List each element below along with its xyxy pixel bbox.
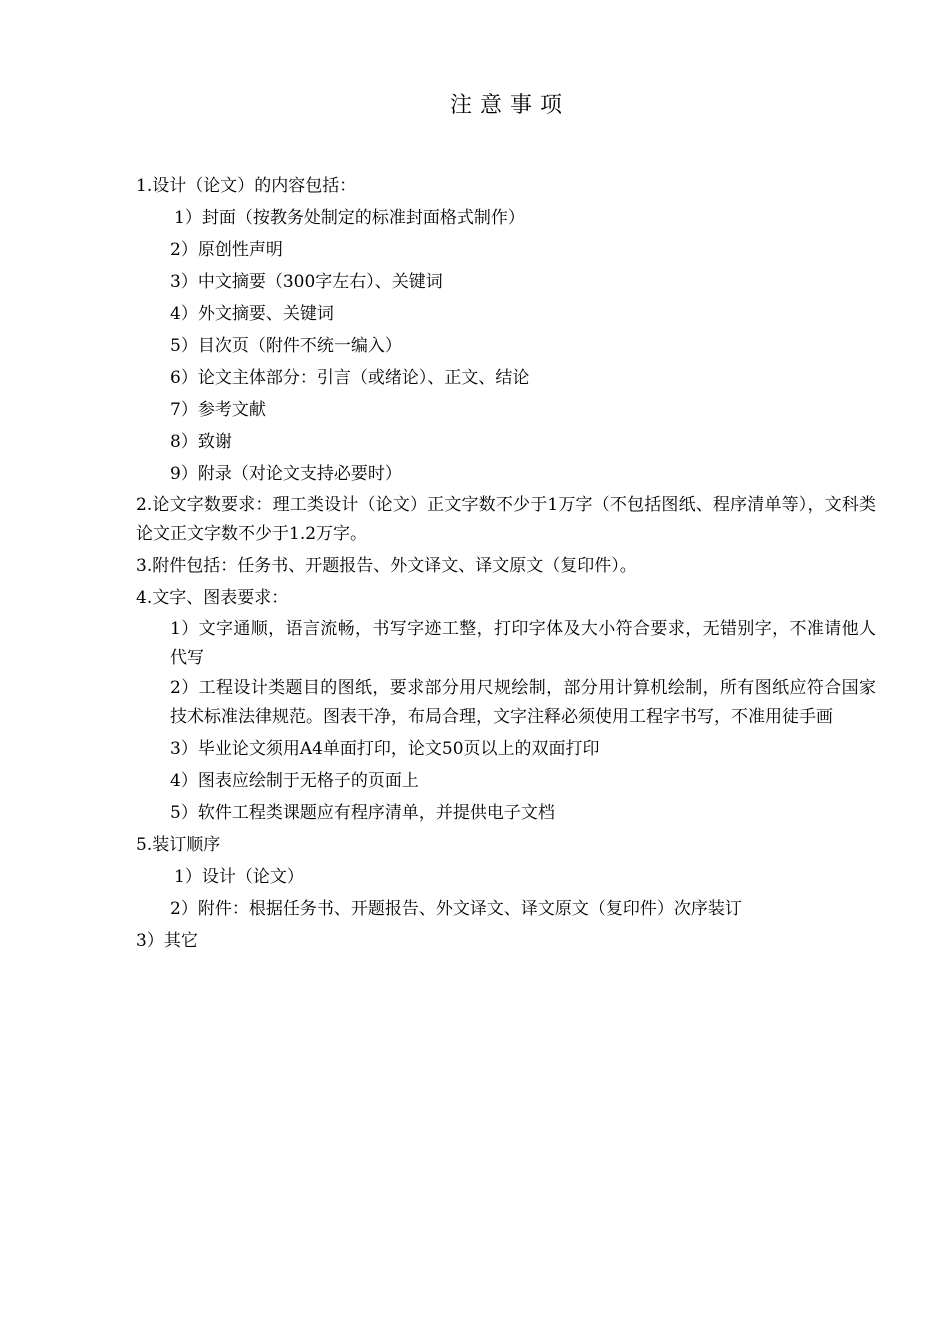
section-1-item: 7）参考文献 [170,400,266,420]
section-5-last-item: 3）其它 [136,931,198,951]
section-4-heading: 4.文字、图表要求： [136,588,289,608]
section-1-item: 8）致谢 [170,432,232,452]
section-1-heading: 1.设计（论文）的内容包括： [136,176,357,196]
section-1-item: 4）外文摘要、关键词 [170,304,334,324]
section-5-item: 1）设计（论文） [174,867,304,887]
section-1-item: 1）封面（按教务处制定的标准封面格式制作） [174,208,525,228]
section-4-item: 1）文字通顺，语言流畅，书写字迹工整，打印字体及大小符合要求，无错别字，不准请他人代写 [170,619,876,668]
section-1-item: 5）目次页（附件不统一编入） [170,336,402,356]
section-1-item: 2）原创性声明 [170,240,283,260]
section-4-item: 2）工程设计类题目的图纸，要求部分用尺规绘制，部分用计算机绘制，所有图纸应符合国家技术标准法律规范。图表干净，布局合理，文字注释必须使用工程字书写，不准用徒手画 [170,678,876,727]
section-1-item: 3）中文摘要（300字左右）、关键词 [170,272,443,292]
section-4-item: 3）毕业论文须用A4单面打印，论文50页以上的双面打印 [170,739,600,759]
section-2-text: 2.论文字数要求：理工类设计（论文）正文字数不少于1万字（不包括图纸、程序清单等），文科类论文正文字数不少于1.2万字。 [136,495,876,544]
section-4-item: 5）软件工程类课题应有程序清单，并提供电子文档 [170,803,555,823]
section-5-item: 2）附件：根据任务书、开题报告、外文译文、译文原文（复印件）次序装订 [170,899,742,919]
page-title: 注意事项 [449,93,570,118]
section-4-item: 4）图表应绘制于无格子的页面上 [170,771,419,791]
section-3-text: 3.附件包括：任务书、开题报告、外文译文、译文原文（复印件）。 [136,556,637,576]
section-1-item: 6）论文主体部分：引言（或绪论）、正文、结论 [170,368,530,388]
section-5-heading: 5.装订顺序 [136,835,221,855]
section-1-item: 9）附录（对论文支持必要时） [170,464,402,484]
notes-content [136,170,876,957]
